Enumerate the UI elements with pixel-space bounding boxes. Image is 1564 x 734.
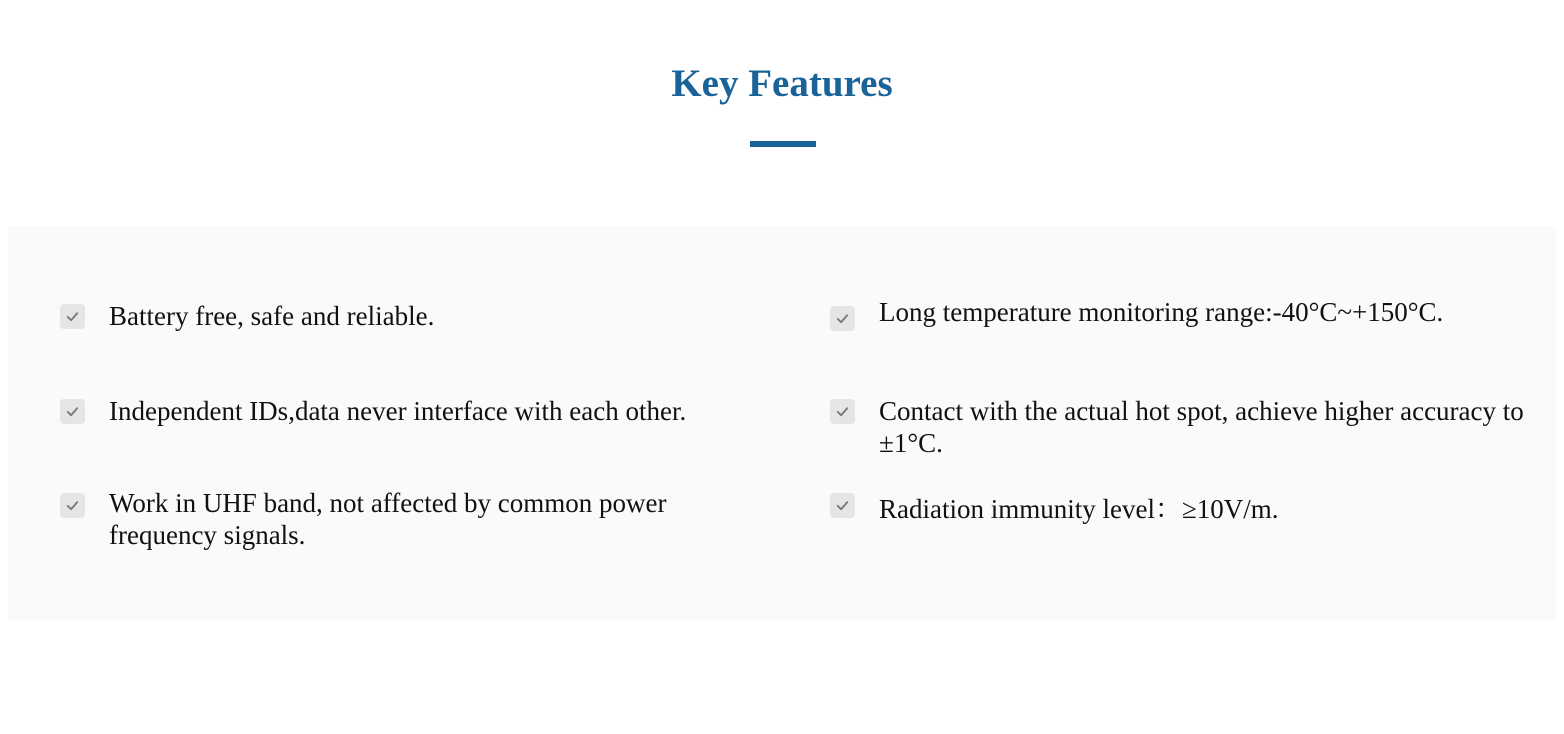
title-underline xyxy=(750,141,816,147)
section-title: Key Features xyxy=(671,62,893,105)
feature-text: Long temperature monitoring range:-40°C~+150°C. xyxy=(879,297,1444,327)
feature-text: Independent IDs,data never interface with each other. xyxy=(109,396,687,426)
feature-text: Battery free, safe and reliable. xyxy=(109,301,435,331)
checkmark-icon xyxy=(60,399,85,424)
checkmark-icon xyxy=(830,306,855,331)
checkmark-icon xyxy=(60,304,85,329)
feature-text: Work in UHF band, not affected by common power frequency signals. xyxy=(109,488,667,550)
checkmark-icon xyxy=(830,493,855,518)
checkmark-icon xyxy=(60,493,85,518)
feature-text: Radiation immunity level：≥10V/m. xyxy=(879,494,1279,524)
feature-text: Contact with the actual hot spot, achieve higher accuracy to ±1°C. xyxy=(879,396,1524,458)
checkmark-icon xyxy=(830,399,855,424)
